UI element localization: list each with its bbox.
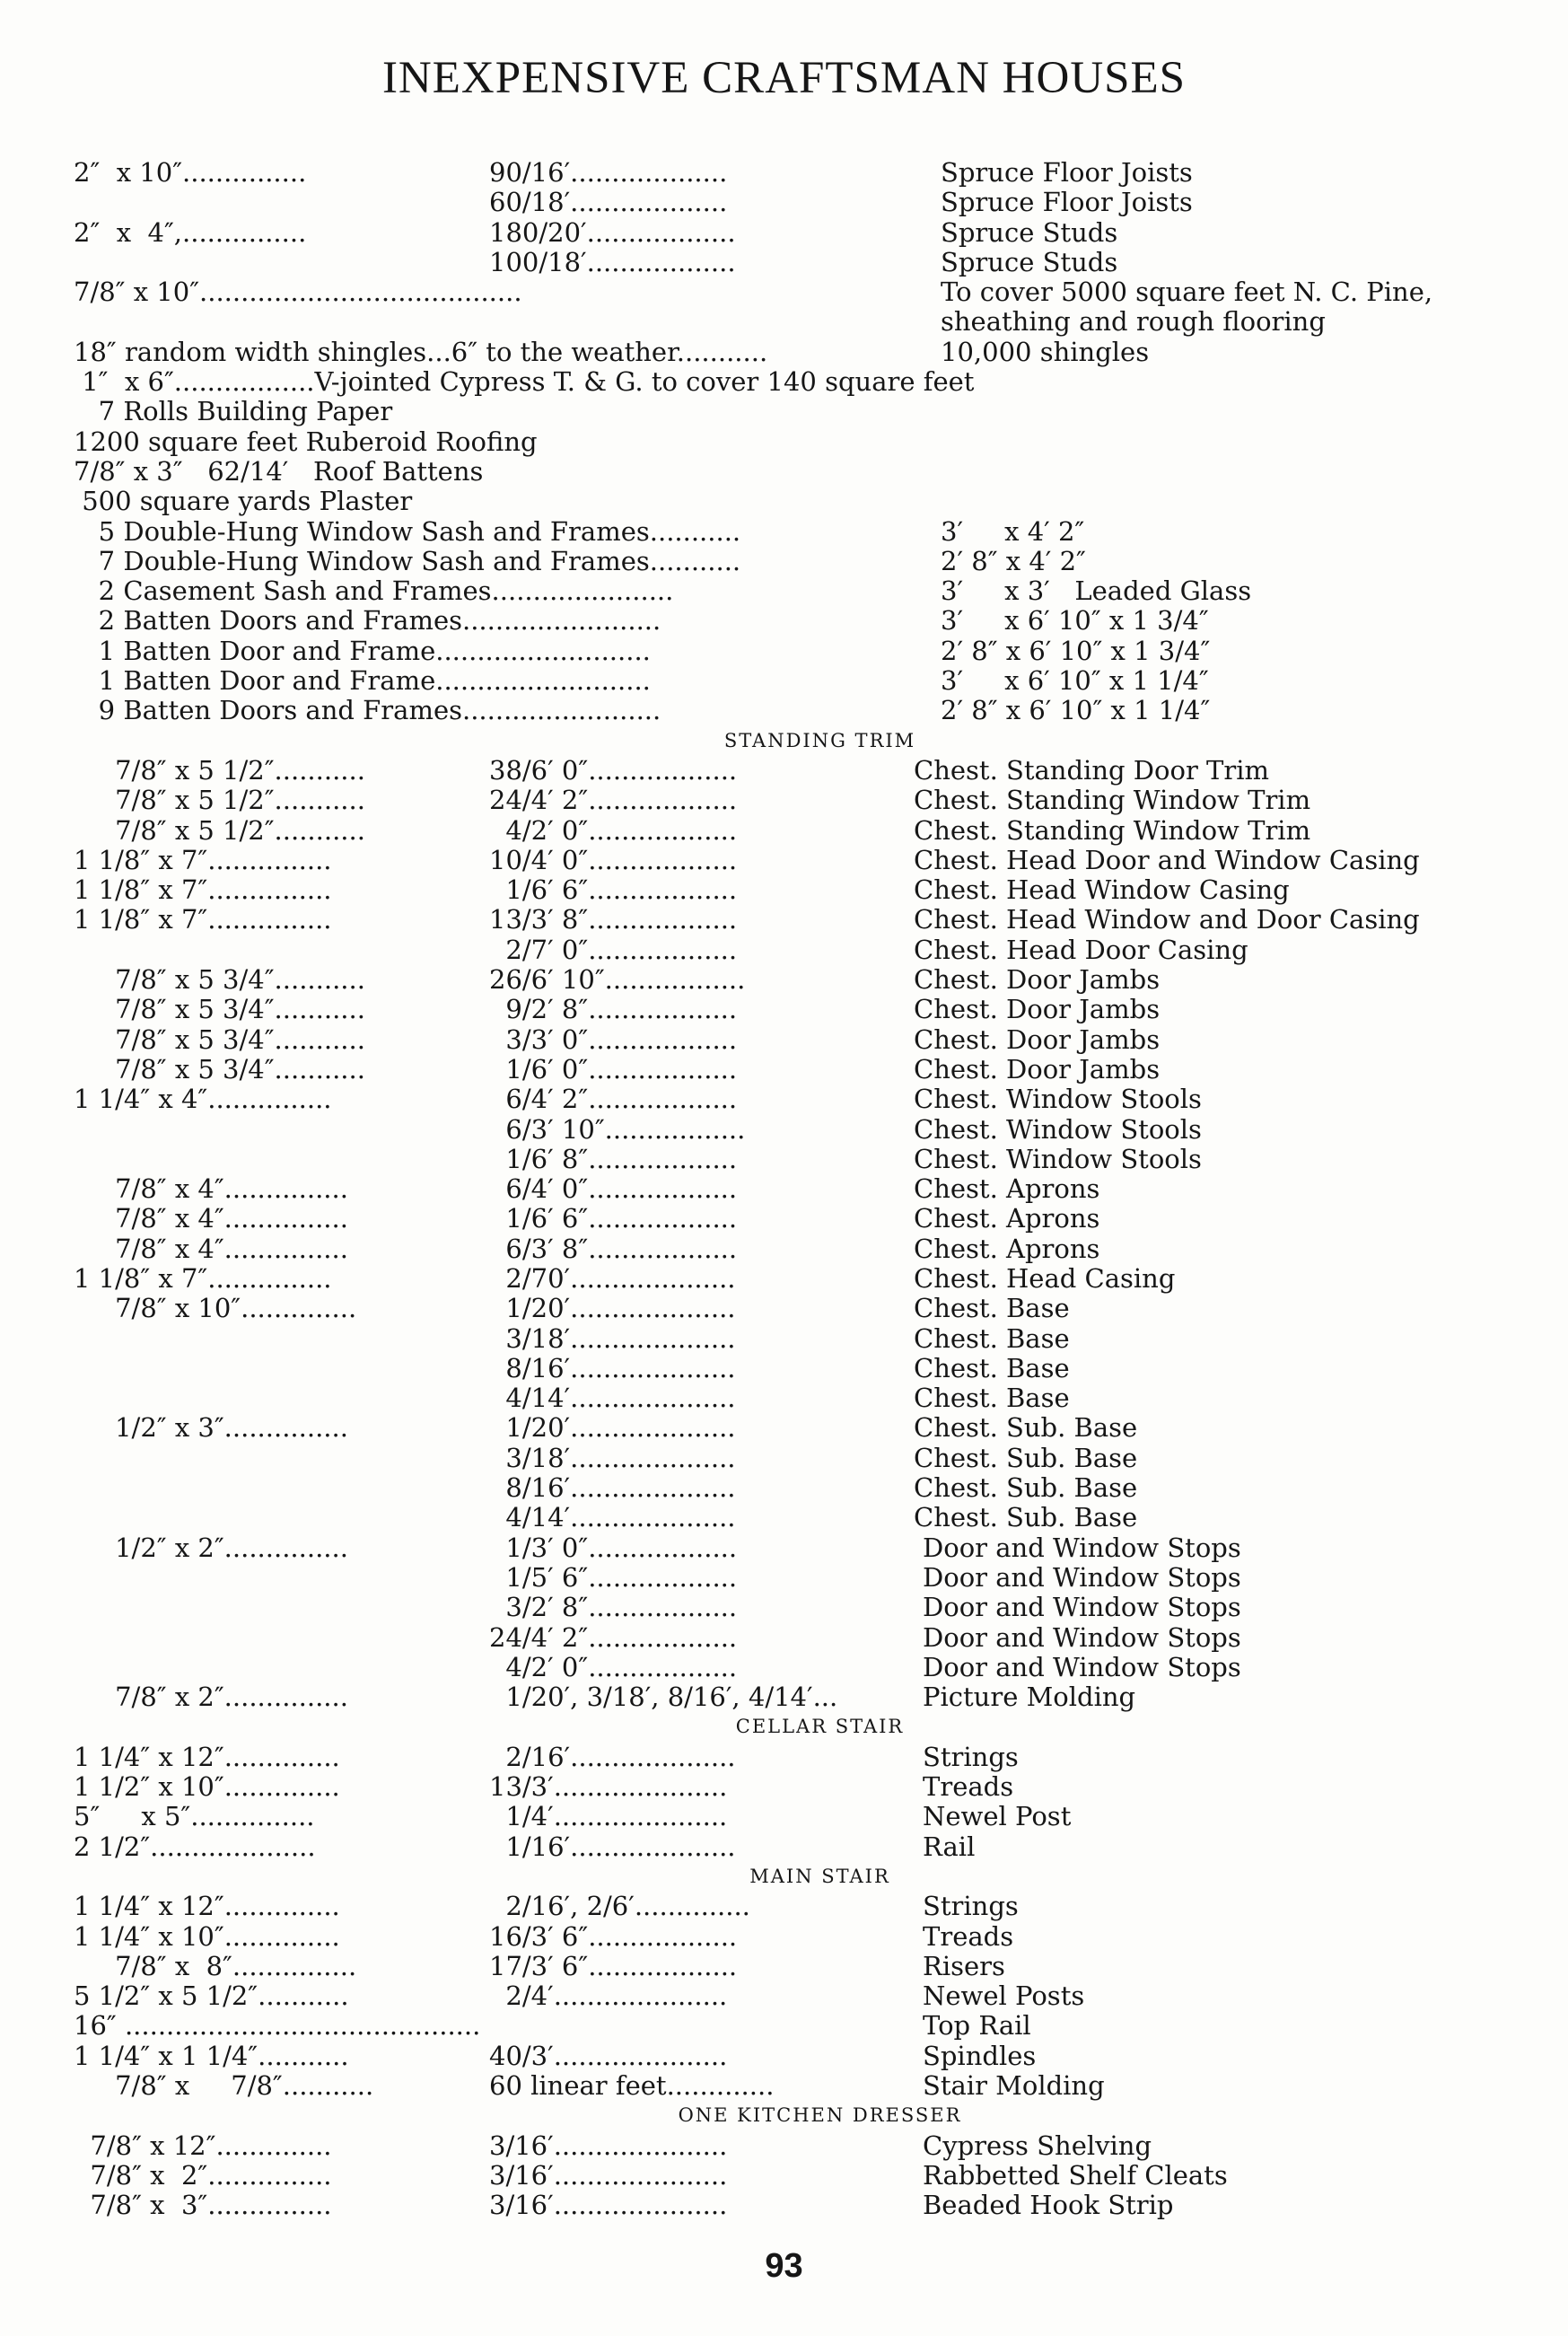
list-row [0,248,1568,277]
quantity: 4/14′.................... [489,1502,736,1533]
list-row [0,188,1568,217]
section-heading-kitchen-dresser [0,2101,1568,2130]
dimension: 1 1/4″ x 12″.............. [74,1891,340,1922]
list-row [0,606,1568,636]
dimension: 7/8″ x 5 3/4″........... [74,994,365,1025]
list-row [0,517,1568,547]
material: Chest. Head Window Casing [914,874,1290,906]
material: 10,000 shingles [941,336,1150,367]
material: Chest. Sub. Base [914,1412,1138,1444]
material: 3′ x 4′ 2″ [941,515,1085,547]
quantity: 10/4′ 0″.................. [489,844,738,875]
material: Chest. Door Jambs [914,1023,1161,1055]
material: Chest. Sub. Base [914,1502,1138,1533]
dimension: 7 Rolls Building Paper [74,396,393,427]
quantity: 8/16′.................... [489,1472,736,1504]
list-row [0,637,1568,666]
material: Chest. Head Window and Door Casing [914,904,1420,935]
material: Chest. Window Stools [914,1143,1202,1174]
quantity: 40/3′..................... [489,2040,728,2071]
quantity: 17/3′ 6″.................. [489,1950,738,1981]
list-row [0,1055,1568,1085]
list-row [0,1383,1568,1413]
section-heading-text: STANDING TRIM [723,729,916,751]
dimension: 7/8″ x 5 3/4″........... [74,1023,365,1055]
dimension: 7/8″ x 3″ 62/14′ Roof Battens [74,455,484,487]
material: 2′ 8″ x 6′ 10″ x 1 3/4″ [941,635,1211,666]
list-row [0,756,1568,786]
quantity: 3/16′..................... [489,2190,728,2221]
list-row [0,1085,1568,1114]
quantity: 8/16′.................... [489,1352,736,1383]
material: To cover 5000 square feet N. C. Pine, [941,277,1433,308]
list-row [0,846,1568,875]
list-row [0,965,1568,995]
quantity: 4/14′.................... [489,1383,736,1414]
list-row [0,1653,1568,1682]
quantity: 2/16′, 2/6′.............. [489,1891,750,1922]
dimension: 7/8″ x 2″............... [74,1682,348,1713]
quantity: 6/3′ 8″.................. [489,1233,738,1264]
list-row [0,547,1568,576]
list-row [0,576,1568,606]
material: Strings [923,1741,1019,1772]
dimension: 1 1/4″ x 1 1/4″........... [74,2040,349,2071]
list-row [0,1503,1568,1532]
material: Chest. Standing Window Trim [914,785,1311,816]
material: Chest. Door Jambs [914,964,1161,996]
quantity: 1/6′ 6″.................. [489,874,738,906]
quantity: 24/4′ 2″.................. [489,785,738,816]
dimension: 1/2″ x 3″............... [74,1412,348,1444]
material: Treads [923,1920,1014,1952]
section-heading-standing-trim [0,726,1568,756]
quantity: 3/18′.................... [489,1442,736,1473]
dimension: 1 Batten Door and Frame.......................... [74,665,651,697]
dimension: 7 Double-Hung Window Sash and Frames........... [74,545,741,576]
quantity: 1/3′ 0″.................. [489,1532,738,1563]
dimension: 1 1/8″ x 7″............... [74,844,332,875]
material: Chest. Base [914,1322,1070,1354]
dimension: 7/8″ x 5 1/2″........... [74,814,365,846]
list-row [0,1354,1568,1383]
quantity: 13/3′ 8″.................. [489,904,738,935]
page-title: INEXPENSIVE CRAFTSMAN HOUSES [381,53,1187,103]
list-row [0,2131,1568,2161]
material: Rail [923,1831,976,1862]
list-row [0,218,1568,248]
list-row [0,1593,1568,1622]
list-row [0,995,1568,1024]
quantity: 38/6′ 0″.................. [489,754,738,786]
dimension: 1 1/4″ x 10″.............. [74,1920,340,1952]
list-row [0,2011,1568,2041]
list-row [0,696,1568,725]
material: Chest. Aprons [914,1203,1100,1234]
list-row [0,1025,1568,1055]
dimension: 7/8″ x 12″.............. [74,2130,332,2161]
list-row [0,1145,1568,1174]
dimension: 5 1/2″ x 5 1/2″........... [74,1980,349,2012]
list-row [0,1234,1568,1264]
list-row [0,935,1568,965]
material: Spruce Studs [941,216,1118,248]
list-row [0,397,1568,426]
section-heading-cellar-stair [0,1712,1568,1742]
list-row [0,1563,1568,1593]
section-heading-text: MAIN STAIR [749,1865,890,1887]
quantity: 1/20′.................... [489,1412,736,1444]
dimension: 7/8″ x 10″.............. [74,1293,357,1324]
material: Beaded Hook Strip [923,2190,1174,2221]
quantity: 3/3′ 0″.................. [489,1023,738,1055]
list-row [0,1444,1568,1473]
list-row [0,457,1568,487]
list-row [0,1115,1568,1145]
material: Chest. Head Door and Window Casing [914,844,1420,875]
dimension: 1 1/4″ x 12″.............. [74,1741,340,1772]
dimension: 7/8″ x 5 3/4″........... [74,964,365,996]
material: Strings [923,1891,1019,1922]
list-row [0,875,1568,905]
quantity: 60 linear feet............. [489,2070,775,2101]
dimension: 16″ ........................................... [74,2010,481,2042]
dimension: 1″ x 6″.................V-jointed Cypress T. & G. to cover 140 square feet [74,366,975,398]
material: Door and Window Stops [923,1592,1241,1623]
material: 2′ 8″ x 4′ 2″ [941,545,1086,576]
material: 3′ x 6′ 10″ x 1 1/4″ [941,665,1209,697]
dimension: 7/8″ x 5 1/2″........... [74,785,365,816]
list-row [0,1324,1568,1354]
quantity: 1/5′ 6″.................. [489,1561,738,1593]
list-row [0,307,1568,337]
material: Stair Molding [923,2070,1105,2101]
material: Newel Posts [923,1980,1085,2012]
material: Rabbetted Shelf Cleats [923,2159,1228,2191]
quantity: 100/18′.................. [489,246,736,277]
dimension: 2 Casement Sash and Frames...................... [74,575,674,607]
material: sheathing and rough flooring [941,306,1326,338]
list-row [0,2042,1568,2071]
material: Door and Window Stops [923,1532,1241,1563]
quantity: 2/16′.................... [489,1741,736,1772]
list-row [0,427,1568,457]
dimension: 1 1/8″ x 7″............... [74,1262,332,1294]
material: Spruce Floor Joists [941,157,1193,188]
material: Spruce Floor Joists [941,187,1193,218]
material: 2′ 8″ x 6′ 10″ x 1 1/4″ [941,695,1211,726]
quantity: 3/16′..................... [489,2159,728,2191]
list-row [0,1802,1568,1831]
quantity: 6/4′ 2″.................. [489,1084,738,1115]
material: Chest. Standing Window Trim [914,814,1311,846]
quantity: 13/3′..................... [489,1771,728,1803]
dimension: 7/8″ x 4″............... [74,1173,348,1205]
list-row [0,158,1568,188]
quantity: 4/2′ 0″.................. [489,814,738,846]
quantity: 6/4′ 0″.................. [489,1173,738,1205]
quantity: 16/3′ 6″.................. [489,1920,738,1952]
list-row [0,1264,1568,1294]
quantity: 3/18′.................... [489,1322,736,1354]
list-row [0,786,1568,815]
quantity: 1/6′ 0″.................. [489,1053,738,1085]
quantity: 60/18′................... [489,187,728,218]
material: Chest. Door Jambs [914,1053,1161,1085]
material: Chest. Base [914,1383,1070,1414]
dimension: 7/8″ x 10″....................................... [74,277,522,308]
list-row [0,1832,1568,1862]
list-row [0,277,1568,307]
quantity: 4/2′ 0″.................. [489,1651,738,1682]
dimension: 9 Batten Doors and Frames........................ [74,695,661,726]
material: Chest. Door Jambs [914,994,1161,1025]
list-row [0,1952,1568,1981]
section-heading-text: ONE KITCHEN DRESSER [678,2104,962,2127]
dimension: 1/2″ x 2″............... [74,1532,348,1563]
page-number: 93 [765,2247,803,2285]
list-row [0,1473,1568,1503]
material: Spruce Studs [941,246,1118,277]
material: Chest. Aprons [914,1173,1100,1205]
list-row [0,1174,1568,1204]
dimension: 7/8″ x 4″............... [74,1203,348,1234]
dimension: 7/8″ x 5 3/4″........... [74,1053,365,1085]
dimension: 1 1/2″ x 10″.............. [74,1771,340,1803]
quantity: 9/2′ 8″.................. [489,994,738,1025]
material: 3′ x 3′ Leaded Glass [941,575,1252,607]
section-heading-main-stair [0,1862,1568,1892]
material: Chest. Aprons [914,1233,1100,1264]
list-row [0,1892,1568,1921]
material: Chest. Head Door Casing [914,934,1248,965]
material: Treads [923,1771,1014,1803]
dimension: 2″ x 10″............... [74,157,323,188]
list-row [0,1413,1568,1443]
dimension: 7/8″ x 5 1/2″........... [74,754,365,786]
list-row [0,1981,1568,2011]
list-row [0,2071,1568,2101]
material: Chest. Base [914,1352,1070,1383]
material-list [0,158,1568,2220]
material: Chest. Head Casing [914,1262,1176,1294]
quantity: 180/20′.................. [489,216,736,248]
list-row [0,1533,1568,1563]
list-row [0,2161,1568,2191]
dimension: 18″ random width shingles...6″ to the weather........... [74,336,768,367]
list-row [0,666,1568,696]
quantity: 3/16′..................... [489,2130,728,2161]
dimension: 2″ x 4″,............... [74,216,307,248]
list-row [0,1922,1568,1952]
list-row [0,2191,1568,2220]
material: Cypress Shelving [923,2130,1152,2161]
material: Risers [923,1950,1005,1981]
quantity: 1/4′..................... [489,1801,728,1832]
list-row [0,1772,1568,1802]
section-heading-text: CELLAR STAIR [735,1716,905,1738]
material: Door and Window Stops [923,1651,1241,1682]
material: Chest. Standing Door Trim [914,754,1270,786]
material: Chest. Window Stools [914,1084,1202,1115]
list-row [0,1623,1568,1653]
material: 3′ x 6′ 10″ x 1 3/4″ [941,605,1209,637]
dimension: 500 square yards Plaster [74,486,413,517]
material: Door and Window Stops [923,1621,1241,1653]
list-row [0,1294,1568,1323]
dimension: 7/8″ x 7/8″........... [74,2070,374,2101]
list-row [0,1743,1568,1772]
material: Top Rail [923,2010,1031,2042]
dimension: 1 1/4″ x 4″............... [74,1084,332,1115]
material: Chest. Sub. Base [914,1472,1138,1504]
material: Spindles [923,2040,1037,2071]
material: Chest. Window Stools [914,1113,1202,1145]
quantity: 2/4′..................... [489,1980,728,2012]
quantity: 1/6′ 6″.................. [489,1203,738,1234]
dimension: 2 Batten Doors and Frames........................ [74,605,661,637]
list-row [0,1204,1568,1234]
list-row [0,905,1568,935]
material: Newel Post [923,1801,1072,1832]
dimension: 5 Double-Hung Window Sash and Frames........... [74,515,741,547]
list-row [0,816,1568,846]
dimension: 1 1/8″ x 7″............... [74,904,332,935]
dimension: 5″ x 5″............... [74,1801,315,1832]
dimension: 2 1/2″.................... [74,1831,316,1862]
dimension: 7/8″ x 4″............... [74,1233,348,1264]
quantity: 6/3′ 10″................. [489,1113,746,1145]
dimension: 7/8″ x 8″............... [74,1950,357,1981]
list-row [0,1682,1568,1712]
quantity: 90/16′................... [489,157,728,188]
quantity: 2/7′ 0″.................. [489,934,738,965]
quantity: 26/6′ 10″................. [489,964,746,996]
dimension: 7/8″ x 2″............... [74,2159,332,2191]
quantity: 1/20′.................... [489,1293,736,1324]
list-row [0,338,1568,367]
list-row [0,367,1568,397]
dimension: 1200 square feet Ruberoid Roofing [74,426,538,457]
dimension: 7/8″ x 3″............... [74,2190,332,2221]
quantity: 1/6′ 8″.................. [489,1143,738,1174]
material: Chest. Base [914,1293,1070,1324]
material: Chest. Sub. Base [914,1442,1138,1473]
quantity: 1/16′.................... [489,1831,736,1862]
dimension: 1 1/8″ x 7″............... [74,874,332,906]
quantity: 1/20′, 3/18′, 8/16′, 4/14′... [489,1682,838,1713]
dimension: 1 Batten Door and Frame.......................... [74,635,651,666]
quantity: 24/4′ 2″.................. [489,1621,738,1653]
list-row [0,487,1568,516]
material: Picture Molding [923,1682,1136,1713]
quantity: 2/70′.................... [489,1262,736,1294]
quantity: 3/2′ 8″.................. [489,1592,738,1623]
material: Door and Window Stops [923,1561,1241,1593]
